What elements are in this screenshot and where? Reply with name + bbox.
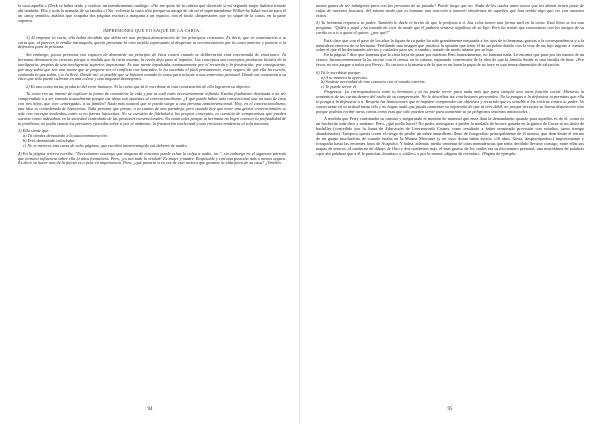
- impression-6: 6) Tú le escribiste porque:: [316, 69, 362, 75]
- right-page: [300, 0, 600, 424]
- impression-2: 2) Es una carta torna, producto del error humano. Ni la carta que tú le escribiste ni esta contestación de ella lograron su objetivo.: [26, 83, 251, 89]
- left-intro-paragraph: la casa aquella.» (Dick se había reído y cerdoso un membrimiento análogo: «No me quito de la cabeza qué divertido sí mi segunda mujer hubiera tratado ahí también. Ella y toda la manada de su familia.») No, volvería la carta sólo porque su amigo de cárcel el superintendente Willoe-by había escrito para él un «muy sentido» análisis que ocupaba dos páginas escritas a máquina a un espacio, con el título «Impresiones que yo saqué de la carta» en la parte superior.: [18, 3, 286, 23]
- narrative-paragraph-3: A medida que Perry continuaba su camino y asegurando el montón de material que enea iban la demandando quando para aquellos es de él, como es un buchecito más divo y nadrano. Pero, ¿qué podía hacer? No podía arriesgarse a perder la medalla de bronce ganada en la guerra de Corea ni un título de bachiller (concedido por la Junta de Educación de Leavenworth County como resultado a haber terminado provisión con estudios, tanto tiempo abandonados). Tampoco quería correr el riesgo de perder un sobre amarillento lleno de fotografías: principalmente de él mismo, que iban desde el retrato de un guapo muchachito de cuando estaba en la Marina Mercante (y en cuyo doma había escrito «16 años, llovía, desprecupados») impresionante y fotografía hasta las recientes fotos de Acapulco. Y había, además, medio centenar de otras menudencias que tenía decidido llevarse consigo, entre ellas sus mapas de tesoros, el cuaderno de dibujo de Otto y dos cuadernos más, el más grueso de los cuales era su diccionario personal, una miscelánea de palabras «que ahí palabras que a él le parecían «bonitas» o «útiles» o por lo menos «dignas de recordar». (Página de ejemplo:: [316, 116, 584, 156]
- impression-1: 1) Al empezar la carta, ella había decidido que debía ser una profusa demostración de los principios cristianos. Es decir, que en contestación a tu carta que, al parecer, le rendía intranquila, quería presentar la otra mejilla expresando al despertar tu reconocimiento por la carta anterior y ponerte a la defensiva para la próxima.: [18, 34, 286, 50]
- impression-3: 3) Ella siente que:: [18, 128, 50, 134]
- narrative-paragraph-1: Está claro que con el paso de los años la figura de tu padre ha sido grandemente mejorada a los ojos de tu hermana, gracias a la correspondencia y a la naturaleza emotiva de tu hermana. Perfilando una imagen que justifica la opinión que tiene él de un pobre diablo con la cruz de un hijo ingrato a cuestas sobre el que él ha derramado afectos y cuidados para ser, a cambio, tratado de modo infame por su hijo.: [316, 37, 584, 53]
- impression-2-continued: Tu carta era un intento de explicar tu forma de considerar la vida y por tu cuál estés necesariamente influida. Estaba finalmente destinada a no ser comprendida o a ser tomada textualmente porque tus ideas son opuestas al convencionalismo. ¿Y qué puede haber más convencional que un ama de casa con tres hijos, que vive «entregada» a su familia? Nada más natural que te pueda surgir a una persona antiocnvencional. Hoy, en el convencionalismo, una idea es considerada de hipocresía. Toda persona que piense, a tu cuanto de una paradoja, pero cuando hoy que tener una gentes convencionales se sale con vocespo tendenbas como si no fueran hipócritas. No se cuestión de fidelidad a los propios conceptos, es cuestión de compromisos que pueden sacarse como individuos en la sociedad controlada de las presiones convencionales. No están tales porque tu hermana no logró conocer la profundidad de tu problema, no podía sinusit los presiones ejercidas sobre ti por el ambiente, la frustración intelectual y una creciente tendencia al solicitaciente.: [18, 91, 286, 126]
- right-intro-paragraph: tantas ganas de ser indulgente para con las personas de su pasado? Puede luego que no. Nada de los cuales antes acuso que los demás tienen parte de culpa de nuestros fracasos, del mismo modo que es humano una reacción a tomarlo obvidemos de aquellas que han tenido algo que ver con nuestros éxitos.: [316, 3, 584, 18]
- impression-1-continued: Sin embargo, pocas personas son capaces de demostrar un principio de ética contra cuando se deliberación está envenenada de emociones. Tu hermana demuestra en ciencias porque a medida que la carta avanza, la razón deja paso al impulso. Los conceptos son conceptos productos lúcidos de la inteligencia, propios de una inteligencia superior, importante. Es una mente impulsada continuamente por el recuerdo y la frustración; por consiguiente, por muy sabio que sea una mente que se propone ver el conflicto con honradez, le ha sucedido el fatal pensamiento, estoy seguro, de que ella ha escrito, contando lo que sabía, y te la llevé. Dónde así, es posible que se hubiera tomado la carta para aclarar a una entrevista personal. Donde así consistían a su ético que sólo puede calentar en una colera y una angustia desmayores.: [18, 51, 286, 82]
- impression-3-item-b: b) Eres demasiado calculador.: [23, 138, 76, 144]
- impression-6-item-b: b) Sentiste necesidad de este contacto con el mundo exterior.: [321, 79, 426, 85]
- impression-4: 4) En la página tercera escribe: "Necesitamos sostengo que ninguno de nosotros puede echar la culpa a nadie, etc.", sin embargo en el siguiente párrafo que terminó influencia sobre ella lo años formativos. Pero, ¿es tan toda la verdad? Es mujer y madre. Respetable y con una posición más o menos segura. Es decir su hacer una de la fuerza es o pose en importancia. Pero, ¿qué pasaría si en vez de esto tuviera que ganarse la vida fuera de su casa? ¿Tendría: [18, 150, 286, 166]
- right-page-number: 95: [447, 407, 453, 412]
- impression-3-item-a: a) Tú tiendes demasiado a la autoconmiseración.: [23, 133, 108, 139]
- impressions-heading: IMPRESIONES QUE YO SAQUÉ DE LA CARTA:: [103, 27, 201, 33]
- left-page-number: 94: [147, 407, 153, 412]
- impression-5: 5) Tu hermana respeta a tu padre. También le duele el hecho de que le profesas a ti. Sus celos tienen una forma sutil en la carta. Está llena se los una pregunta. "Quién a papá y ha tomado de vivir de modo que él pudiera sentirse orgulloso de su hijo. Pero ha tenido que contentarse con los ámigos de su cariño es a ti a quien él quiere, ¿por qué?": [316, 20, 584, 36]
- impression-6-item-c: c) Te puede servir él.: [321, 84, 357, 90]
- impression-6-continued: Progresos: La correspondencia entre tu hermana y tú no puede servir para nada más que para cumplir una mera función social. Mientras la semántica de tus cartas dentro del radio de su comprensión. No le describas tus conclusiones personales. No la pongas a la defensiva ni permitas que ella te ponga a la defensiva a ti. Respeta las limitaciones que le impiden comprender tus objetivos y recuerda que es sensible a las críticas contra tu padre. Yo consecuente en tu actitud hasta ella y no hagas nada que pueda aumentar su impresión de que tú eres débil, no porque necesites su buena disposición sino porque podrías recibir otras cartas como ésta que sólo pueden servir para aumentar tu ya peligrosos instintos antisociales.: [316, 89, 584, 114]
- impression-6-item-a: a) A tu manera la aprecias.: [321, 74, 368, 80]
- impression-3-item-c: c) No te mereces una carta de ocho páginas, que escribió ininterrumpido sus deberes de madre.: [23, 143, 188, 149]
- narrative-paragraph-2: En la página 7 dice que lamenta que la carta haya de pasar por nuestras Pero honradamente, no lamenta nada. Le encanta que pase por las manos de un censor. Inconscientemente la ha escrito con el censor en la cabeza, esperando conversarle de la idea de que la familia Smith es una familia de bien: «Por favor, no nos juzgue a todos por Perry». Es curioso a la muestra de lo que es un buen la pupa de su torre es una tierna dimensión de salvación.: [316, 52, 584, 68]
